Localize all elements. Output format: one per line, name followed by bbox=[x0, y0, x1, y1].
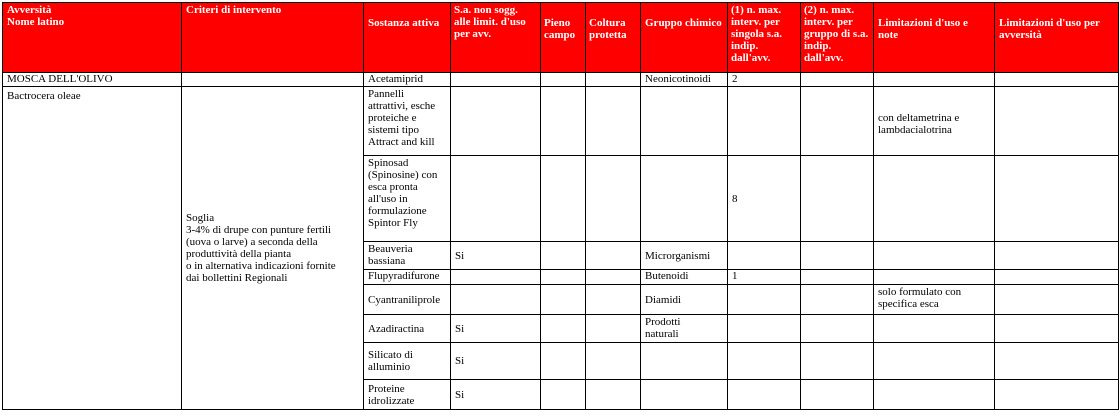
header-coltura-protetta: Coltura protetta bbox=[586, 3, 641, 73]
empty-cell bbox=[541, 242, 586, 270]
header-limitazioni-avv: Limitazioni d'uso per avversità bbox=[995, 3, 1119, 73]
empty-cell bbox=[995, 73, 1119, 87]
empty-cell bbox=[541, 156, 586, 242]
sostanza-cell: Beauveria bassiana bbox=[364, 242, 451, 270]
empty-cell bbox=[541, 315, 586, 343]
gruppo-cell bbox=[641, 343, 728, 380]
header-max-singola: (1) n. max. interv. per singola s.a. indip. dall'avv. bbox=[728, 3, 801, 73]
sostanza-cell: Spinosad (Spinosine) con esca pronta all'uso in formulazione Spintor Fly bbox=[364, 156, 451, 242]
note-cell bbox=[874, 270, 995, 285]
empty-cell bbox=[995, 156, 1119, 242]
empty-cell bbox=[801, 343, 874, 380]
header-max-gruppo: (2) n. max. interv. per gruppo di s.a. indip. dall'avv. bbox=[801, 3, 874, 73]
empty-cell bbox=[801, 380, 874, 410]
gruppo-cell: Butenoidi bbox=[641, 270, 728, 285]
header-avversita: Avversità Nome latino bbox=[3, 3, 182, 73]
header-sostanza: Sostanza attiva bbox=[364, 3, 451, 73]
sostanza-cell: Silicato di alluminio bbox=[364, 343, 451, 380]
empty-cell bbox=[586, 315, 641, 343]
note-cell: solo formulato con specifica esca bbox=[874, 285, 995, 315]
sostanza-cell: Acetamiprid bbox=[364, 73, 451, 87]
empty-cell bbox=[586, 156, 641, 242]
intervention-criteria: Soglia 3-4% di drupe con punture fertili (uova o larve) a seconda della produttività della pianta o in alternativa indicazioni fornite dai bollettini Regionali bbox=[182, 87, 364, 410]
sa-cell bbox=[451, 285, 541, 315]
note-cell bbox=[874, 315, 995, 343]
empty-cell bbox=[586, 285, 641, 315]
header-sa-non-sogg: S.a. non sogg. alle limit. d'uso per avv. bbox=[451, 3, 541, 73]
gruppo-cell: Neonicotinoidi bbox=[641, 73, 728, 87]
header-limitazioni-note: Limitazioni d'uso e note bbox=[874, 3, 995, 73]
empty-cell bbox=[541, 270, 586, 285]
max-singola-cell bbox=[728, 87, 801, 156]
empty-cell bbox=[995, 270, 1119, 285]
header-row bbox=[3, 3, 1119, 73]
header-criteri: Criteri di intervento bbox=[182, 3, 364, 73]
note-cell: con deltametrina e lambdacialotrina bbox=[874, 87, 995, 156]
pest-latin-name: Bactrocera oleae bbox=[3, 87, 182, 410]
empty-cell bbox=[801, 87, 874, 156]
empty-cell bbox=[801, 270, 874, 285]
sostanza-cell: Cyantraniliprole bbox=[364, 285, 451, 315]
empty-cell bbox=[541, 73, 586, 87]
sa-cell bbox=[451, 270, 541, 285]
crop-protection-table bbox=[2, 2, 1119, 410]
gruppo-cell bbox=[641, 156, 728, 242]
gruppo-cell: Microrganismi bbox=[641, 242, 728, 270]
max-singola-cell: 8 bbox=[728, 156, 801, 242]
empty-cell bbox=[586, 87, 641, 156]
empty-cell bbox=[541, 343, 586, 380]
empty-cell bbox=[995, 242, 1119, 270]
max-singola-cell bbox=[728, 285, 801, 315]
max-singola-cell: 1 bbox=[728, 270, 801, 285]
note-cell bbox=[874, 156, 995, 242]
empty-cell bbox=[801, 242, 874, 270]
empty-cell bbox=[541, 285, 586, 315]
gruppo-cell: Prodotti naturali bbox=[641, 315, 728, 343]
pest-common-name: MOSCA DELL'OLIVO bbox=[3, 73, 182, 87]
empty-cell bbox=[801, 156, 874, 242]
sostanza-cell: Proteine idrolizzate bbox=[364, 380, 451, 410]
max-singola-cell bbox=[728, 380, 801, 410]
max-singola-cell bbox=[728, 242, 801, 270]
sa-cell bbox=[451, 156, 541, 242]
empty-cell bbox=[995, 343, 1119, 380]
empty-cell bbox=[586, 343, 641, 380]
max-singola-cell bbox=[728, 315, 801, 343]
sostanza-cell: Flupyradifurone bbox=[364, 270, 451, 285]
empty-cell bbox=[586, 73, 641, 87]
empty-cell bbox=[995, 315, 1119, 343]
sa-cell: Si bbox=[451, 315, 541, 343]
gruppo-cell: Diamidi bbox=[641, 285, 728, 315]
empty-cell bbox=[541, 87, 586, 156]
empty-cell bbox=[995, 380, 1119, 410]
empty-cell bbox=[801, 315, 874, 343]
sa-cell bbox=[451, 87, 541, 156]
empty-cell bbox=[995, 285, 1119, 315]
gruppo-cell bbox=[641, 380, 728, 410]
sostanza-cell: Pannelli attrattivi, esche proteiche e sistemi tipo Attract and kill bbox=[364, 87, 451, 156]
note-cell bbox=[874, 343, 995, 380]
empty-cell bbox=[586, 270, 641, 285]
table-row bbox=[3, 73, 1119, 87]
empty-cell bbox=[995, 87, 1119, 156]
sostanza-cell: Azadiractina bbox=[364, 315, 451, 343]
empty-cell bbox=[451, 73, 541, 87]
note-cell bbox=[874, 242, 995, 270]
sa-cell: Si bbox=[451, 343, 541, 380]
empty-cell bbox=[801, 73, 874, 87]
table-row bbox=[3, 87, 1119, 156]
max-singola-cell: 2 bbox=[728, 73, 801, 87]
empty-cell bbox=[801, 285, 874, 315]
sa-cell: Si bbox=[451, 242, 541, 270]
empty-cell bbox=[182, 73, 364, 87]
header-gruppo-chimico: Gruppo chimico bbox=[641, 3, 728, 73]
gruppo-cell bbox=[641, 87, 728, 156]
empty-cell bbox=[874, 73, 995, 87]
header-pieno-campo: Pieno campo bbox=[541, 3, 586, 73]
max-singola-cell bbox=[728, 343, 801, 380]
empty-cell bbox=[586, 242, 641, 270]
sa-cell: Si bbox=[451, 380, 541, 410]
note-cell bbox=[874, 380, 995, 410]
empty-cell bbox=[586, 380, 641, 410]
empty-cell bbox=[541, 380, 586, 410]
